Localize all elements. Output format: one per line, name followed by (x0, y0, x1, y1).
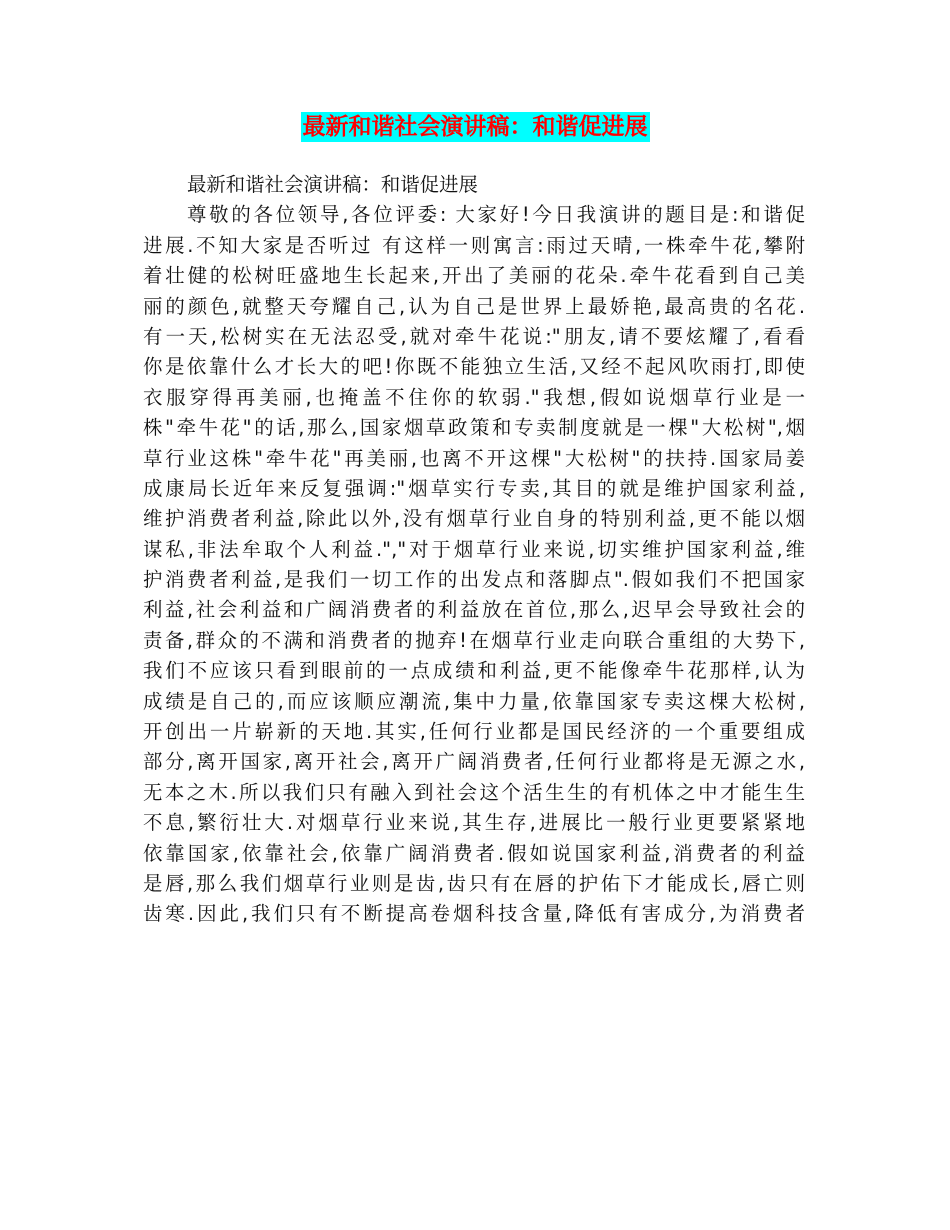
document-title: 最新和谐社会演讲稿：和谐促进展 (302, 113, 648, 140)
text-line: 我们不应该只看到眼前的一点成绩和利益,更不能像牵牛花那样,认为 (143, 659, 805, 683)
text-line: 进展.不知大家是否听过 有这样一则寓言:雨过天晴,一株牵牛花,攀附 (143, 233, 805, 257)
text-line: 是唇,那么我们烟草行业则是齿,齿只有在唇的护佑下才能成长,唇亡则 (143, 871, 805, 895)
text-line: 依靠国家,依靠社会,依靠广阔消费者.假如说国家利益,消费者的利益 (143, 841, 805, 865)
text-line: 利益,社会利益和广阔消费者的利益放在首位,那么,迟早会导致社会的 (143, 598, 805, 622)
text-line: 株"牵牛花"的话,那么,国家烟草政策和专卖制度就是一棵"大松树",烟 (143, 416, 805, 440)
text-line: 有一天,松树实在无法忍受,就对牵牛花说:"朋友,请不要炫耀了,看看 (143, 324, 805, 348)
text-line: 齿寒.因此,我们只有不断提高卷烟科技含量,降低有害成分,为消费者 (143, 902, 805, 926)
text-line: 部分,离开国家,离开社会,离开广阔消费者,任何行业都将是无源之水, (143, 750, 805, 774)
text-line: 尊敬的各位领导,各位评委: 大家好!今日我演讲的题目是:和谐促 (187, 203, 805, 227)
text-line: 护消费者利益,是我们一切工作的出发点和落脚点".假如我们不把国家 (143, 568, 805, 592)
text-line: 责备,群众的不满和消费者的抛弃!在烟草行业走向联合重组的大势下, (143, 628, 805, 652)
text-line: 成绩是自己的,而应该顺应潮流,集中力量,依靠国家专卖这棵大松树, (143, 689, 805, 713)
text-line: 衣服穿得再美丽,也掩盖不住你的软弱."我想,假如说烟草行业是一 (143, 385, 805, 409)
document-body (143, 170, 805, 930)
text-line: 开创出一片崭新的天地.其实,任何行业都是国民经济的一个重要组成 (143, 720, 805, 744)
text-line: 成康局长近年来反复强调:"烟草实行专卖,其目的就是维护国家利益, (143, 476, 805, 500)
text-line: 着壮健的松树旺盛地生长起来,开出了美丽的花朵.牵牛花看到自己美 (143, 264, 805, 288)
text-line: 无本之木.所以我们只有融入到社会这个活生生的有机体之中才能生生 (143, 780, 805, 804)
text-line: 你是依靠什么才长大的吧!你既不能独立生活,又经不起风吹雨打,即使 (143, 355, 805, 379)
text-line: 不息,繁衍壮大.对烟草行业来说,其生存,进展比一般行业更要紧紧地 (143, 811, 805, 835)
subtitle-line: 最新和谐社会演讲稿：和谐促进展 (187, 173, 478, 196)
text-line: 谋私,非法牟取个人利益.","对于烟草行业来说,切实维护国家利益,维 (143, 537, 805, 561)
text-line: 维护消费者利益,除此以外,没有烟草行业自身的特别利益,更不能以烟 (143, 507, 805, 531)
title-container (0, 112, 950, 142)
text-line: 丽的颜色,就整天夸耀自己,认为自己是世界上最娇艳,最高贵的名花. (143, 294, 805, 318)
text-line: 草行业这株"牵牛花"再美丽,也离不开这棵"大松树"的扶持.国家局姜 (143, 446, 805, 470)
